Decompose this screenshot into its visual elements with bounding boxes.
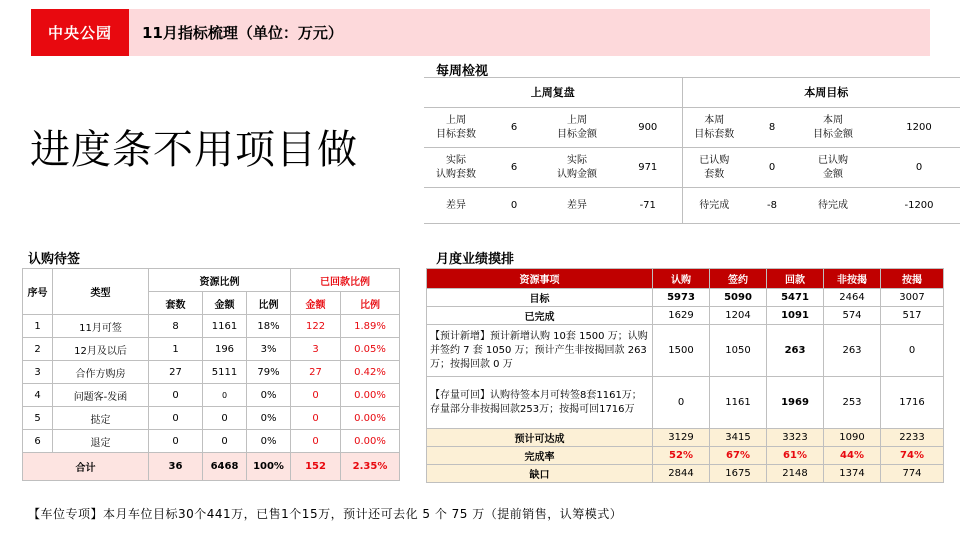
- cell: 0: [203, 407, 247, 430]
- this-week-header: 本周目标: [682, 78, 960, 108]
- cell: 1374: [824, 465, 881, 483]
- cell: 2464: [824, 289, 881, 307]
- sub-header: 比例: [247, 292, 291, 315]
- cell: 74%: [881, 447, 944, 465]
- cell: 1: [149, 338, 203, 361]
- weekly-cell: 本周 目标金额: [798, 108, 868, 148]
- cell: 问题客-发函: [53, 384, 149, 407]
- cell: 263: [767, 325, 824, 377]
- table-row: [427, 325, 944, 377]
- cell: 517: [881, 307, 944, 325]
- cell: 2148: [767, 465, 824, 483]
- cell: 5: [23, 407, 53, 430]
- cell: 3%: [247, 338, 291, 361]
- cell: 合作方购房: [53, 361, 149, 384]
- cell: 2844: [653, 465, 710, 483]
- weekly-cell: -8: [746, 188, 798, 224]
- collected-ratio-header: 已回款比例: [291, 269, 400, 292]
- weekly-cell: 0: [868, 148, 960, 188]
- monthly-table: [426, 268, 944, 483]
- weekly-cell: 0: [488, 188, 540, 224]
- cell: 1: [23, 315, 53, 338]
- cell: 61%: [767, 447, 824, 465]
- row-label: 预计可达成: [427, 429, 653, 447]
- col-header: 按揭: [881, 269, 944, 289]
- subs-title: 认购待签: [28, 252, 81, 267]
- cell: 1675: [710, 465, 767, 483]
- cell: 122: [291, 315, 341, 338]
- cell: 11月可签: [53, 315, 149, 338]
- weekly-review-title: 每周检视: [436, 64, 489, 79]
- total-row: [23, 453, 400, 481]
- weekly-cell: 已认购 金额: [798, 148, 868, 188]
- weekly-cell: 差异: [540, 188, 614, 224]
- page-title: 11月指标梳理（单位：万元）: [142, 24, 343, 42]
- col-header: 非按揭: [824, 269, 881, 289]
- cell: 5471: [767, 289, 824, 307]
- cell: 3323: [767, 429, 824, 447]
- table-row: [427, 307, 944, 325]
- weekly-cell: 待完成: [682, 188, 746, 224]
- col-header: 回款: [767, 269, 824, 289]
- weekly-cell: 900: [614, 108, 682, 148]
- cell: 0%: [247, 430, 291, 453]
- cell: 5973: [653, 289, 710, 307]
- cell: 1629: [653, 307, 710, 325]
- cell: 44%: [824, 447, 881, 465]
- cell: 1161: [710, 377, 767, 429]
- cell: 1161: [203, 315, 247, 338]
- table-row: [23, 407, 400, 430]
- weekly-cell: 差异: [424, 188, 488, 224]
- cell: 6468: [203, 453, 247, 481]
- cell: 5090: [710, 289, 767, 307]
- sub-header: 比例: [341, 292, 400, 315]
- cell: 0.05%: [341, 338, 400, 361]
- cell: 774: [881, 465, 944, 483]
- cell: 574: [824, 307, 881, 325]
- table-row: [23, 430, 400, 453]
- weekly-cell: 0: [746, 148, 798, 188]
- cell: 27: [149, 361, 203, 384]
- weekly-review-table: [424, 77, 960, 224]
- col-header: 认购: [653, 269, 710, 289]
- cell: 3: [291, 338, 341, 361]
- table-row: [427, 465, 944, 483]
- cell: 0: [653, 377, 710, 429]
- weekly-cell: 8: [746, 108, 798, 148]
- weekly-cell: 1200: [868, 108, 960, 148]
- cell: 1969: [767, 377, 824, 429]
- cell: 挞定: [53, 407, 149, 430]
- table-row: [427, 289, 944, 307]
- cell: 0.00%: [341, 384, 400, 407]
- cell: 5111: [203, 361, 247, 384]
- weekly-cell: 待完成: [798, 188, 868, 224]
- sub-header: 套数: [149, 292, 203, 315]
- cell: 1050: [710, 325, 767, 377]
- cell: 退定: [53, 430, 149, 453]
- weekly-cell: 实际 认购金额: [540, 148, 614, 188]
- cell: 52%: [653, 447, 710, 465]
- table-row: [427, 447, 944, 465]
- cell: 3007: [881, 289, 944, 307]
- weekly-cell: 已认购 套数: [682, 148, 746, 188]
- table-row: [427, 429, 944, 447]
- cell: 0%: [247, 384, 291, 407]
- cell: 0.00%: [341, 430, 400, 453]
- last-week-header: 上周复盘: [424, 78, 682, 108]
- col-header: 资源事项: [427, 269, 653, 289]
- cell: 2233: [881, 429, 944, 447]
- cell: 79%: [247, 361, 291, 384]
- sub-header: 金额: [203, 292, 247, 315]
- cell: 1.89%: [341, 315, 400, 338]
- cell: 1204: [710, 307, 767, 325]
- cell: 0: [149, 407, 203, 430]
- table-row: [23, 338, 400, 361]
- sub-header: 金额: [291, 292, 341, 315]
- cell: 1091: [767, 307, 824, 325]
- table-row: [427, 377, 944, 429]
- cell: 0.42%: [341, 361, 400, 384]
- weekly-cell: 实际 认购套数: [424, 148, 488, 188]
- cell: 3415: [710, 429, 767, 447]
- cell: 0: [149, 384, 203, 407]
- cell: 100%: [247, 453, 291, 481]
- cell: 0: [291, 430, 341, 453]
- cell: 196: [203, 338, 247, 361]
- cell: 253: [824, 377, 881, 429]
- cell: 3129: [653, 429, 710, 447]
- weekly-cell: 971: [614, 148, 682, 188]
- col-type-header: 类型: [53, 269, 149, 315]
- col-seq-header: 序号: [23, 269, 53, 315]
- cell: 0: [291, 407, 341, 430]
- project-badge: 中央公园: [31, 9, 129, 56]
- cell: 263: [824, 325, 881, 377]
- resource-ratio-header: 资源比例: [149, 269, 291, 292]
- row-label: 完成率: [427, 447, 653, 465]
- subs-table: [22, 268, 400, 481]
- cell: 0.00%: [341, 407, 400, 430]
- cell: 2: [23, 338, 53, 361]
- weekly-cell: 6: [488, 108, 540, 148]
- cell: 0: [291, 384, 341, 407]
- cell: 1500: [653, 325, 710, 377]
- table-row: [23, 315, 400, 338]
- cell: 0: [203, 430, 247, 453]
- monthly-title: 月度业绩摸排: [436, 252, 515, 267]
- cell: 3: [23, 361, 53, 384]
- cell: 0%: [247, 407, 291, 430]
- cell: 8: [149, 315, 203, 338]
- cell: 27: [291, 361, 341, 384]
- cell: 12月及以后: [53, 338, 149, 361]
- row-label: 【存量可回】认购待签本月可转签8套1161万；存量部分非按揭回款253万；按揭可回1716万: [427, 377, 653, 429]
- weekly-cell: 本周 目标套数: [682, 108, 746, 148]
- row-label: 目标: [427, 289, 653, 307]
- cell: 4: [23, 384, 53, 407]
- weekly-cell: 上周 目标套数: [424, 108, 488, 148]
- table-row: [23, 361, 400, 384]
- total-label: 合计: [23, 453, 149, 481]
- row-label: 【预计新增】预计新增认购 10套 1500 万；认购并签约 7 套 1050 万；预计产生非按揭回款 263 万；按揭回款 0 万: [427, 325, 653, 377]
- cell: 67%: [710, 447, 767, 465]
- cell: 0: [881, 325, 944, 377]
- cell: 0: [149, 430, 203, 453]
- weekly-cell: -71: [614, 188, 682, 224]
- cell: 6: [23, 430, 53, 453]
- cell: 2.35%: [341, 453, 400, 481]
- cell: 36: [149, 453, 203, 481]
- table-row: [23, 384, 400, 407]
- note-big-text: 进度条不用项目做: [30, 127, 358, 173]
- weekly-cell: -1200: [868, 188, 960, 224]
- cell: 152: [291, 453, 341, 481]
- row-label: 已完成: [427, 307, 653, 325]
- parking-note: 【车位专项】本月车位目标30个441万，已售1个15万，预计还可去化 5 个 75 万（提前销售，认筹模式）: [28, 507, 623, 521]
- cell: 1716: [881, 377, 944, 429]
- weekly-cell: 上周 目标金额: [540, 108, 614, 148]
- row-label: 缺口: [427, 465, 653, 483]
- cell: 1090: [824, 429, 881, 447]
- weekly-cell: 6: [488, 148, 540, 188]
- col-header: 签约: [710, 269, 767, 289]
- cell: 0: [203, 384, 247, 407]
- cell: 18%: [247, 315, 291, 338]
